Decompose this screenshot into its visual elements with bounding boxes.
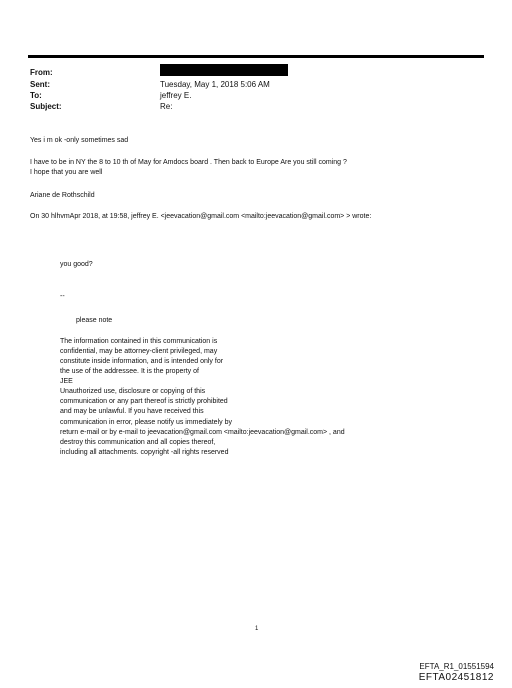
quoted-message: you good? xyxy=(60,261,93,268)
disclaimer-line: confidential, may be attorney-client privileged, may xyxy=(60,348,218,355)
bates-number-primary: EFTA_R1_01551594 xyxy=(419,662,494,671)
quote-intro: On 30 hlhvmApr 2018, at 19:58, jeffrey E. <jeevacation@gmail.com <mailto:jeevacation@gmail.com> > wrote: xyxy=(30,213,372,220)
disclaimer-line: Unauthorized use, disclosure or copying of this xyxy=(60,388,206,395)
page-number: 1 xyxy=(255,626,259,632)
disclaimer-line: return e-mail or by e-mail to jeevacation@gmail.com <mailto:jeevacation@gmail.com> , and xyxy=(60,429,345,436)
please-note: please note xyxy=(76,317,113,324)
body-line-3: I hope that you are well xyxy=(30,169,103,176)
header-rule xyxy=(28,55,484,58)
subject-label: Subject: xyxy=(30,102,62,111)
disclaimer-line: constitute inside information, and is intended only for xyxy=(60,358,224,365)
disclaimer-line: the use of the addressee. It is the property of xyxy=(60,368,199,375)
signature: Ariane de Rothschild xyxy=(30,192,95,199)
bates-number-secondary: EFTA02451812 xyxy=(418,672,494,683)
sent-value: Tuesday, May 1, 2018 5:06 AM xyxy=(160,80,270,89)
disclaimer-line: destroy this communication and all copies thereof, xyxy=(60,439,216,446)
disclaimer-line: including all attachments. copyright -all rights reserved xyxy=(60,449,229,456)
separator: -- xyxy=(60,293,65,300)
subject-value: Re: xyxy=(160,102,173,111)
disclaimer-line: communication in error, please notify us immediately by xyxy=(60,419,232,426)
to-label: To: xyxy=(30,91,42,100)
disclaimer-line: The information contained in this communication is xyxy=(60,338,218,345)
sent-label: Sent: xyxy=(30,80,50,89)
redaction-block xyxy=(160,64,288,76)
disclaimer-line: communication or any part thereof is strictly prohibited xyxy=(60,398,228,405)
body-line-1: Yes i m ok -only sometimes sad xyxy=(30,137,129,144)
from-label: From: xyxy=(30,68,53,77)
disclaimer-line: and may be unlawful. If you have received this xyxy=(60,408,204,415)
to-value: jeffrey E. xyxy=(160,91,192,100)
disclaimer-line: JEE xyxy=(60,378,73,385)
body-line-2: I have to be in NY the 8 to 10 th of May for Amdocs board . Then back to Europe Are you still coming ? xyxy=(30,159,347,166)
